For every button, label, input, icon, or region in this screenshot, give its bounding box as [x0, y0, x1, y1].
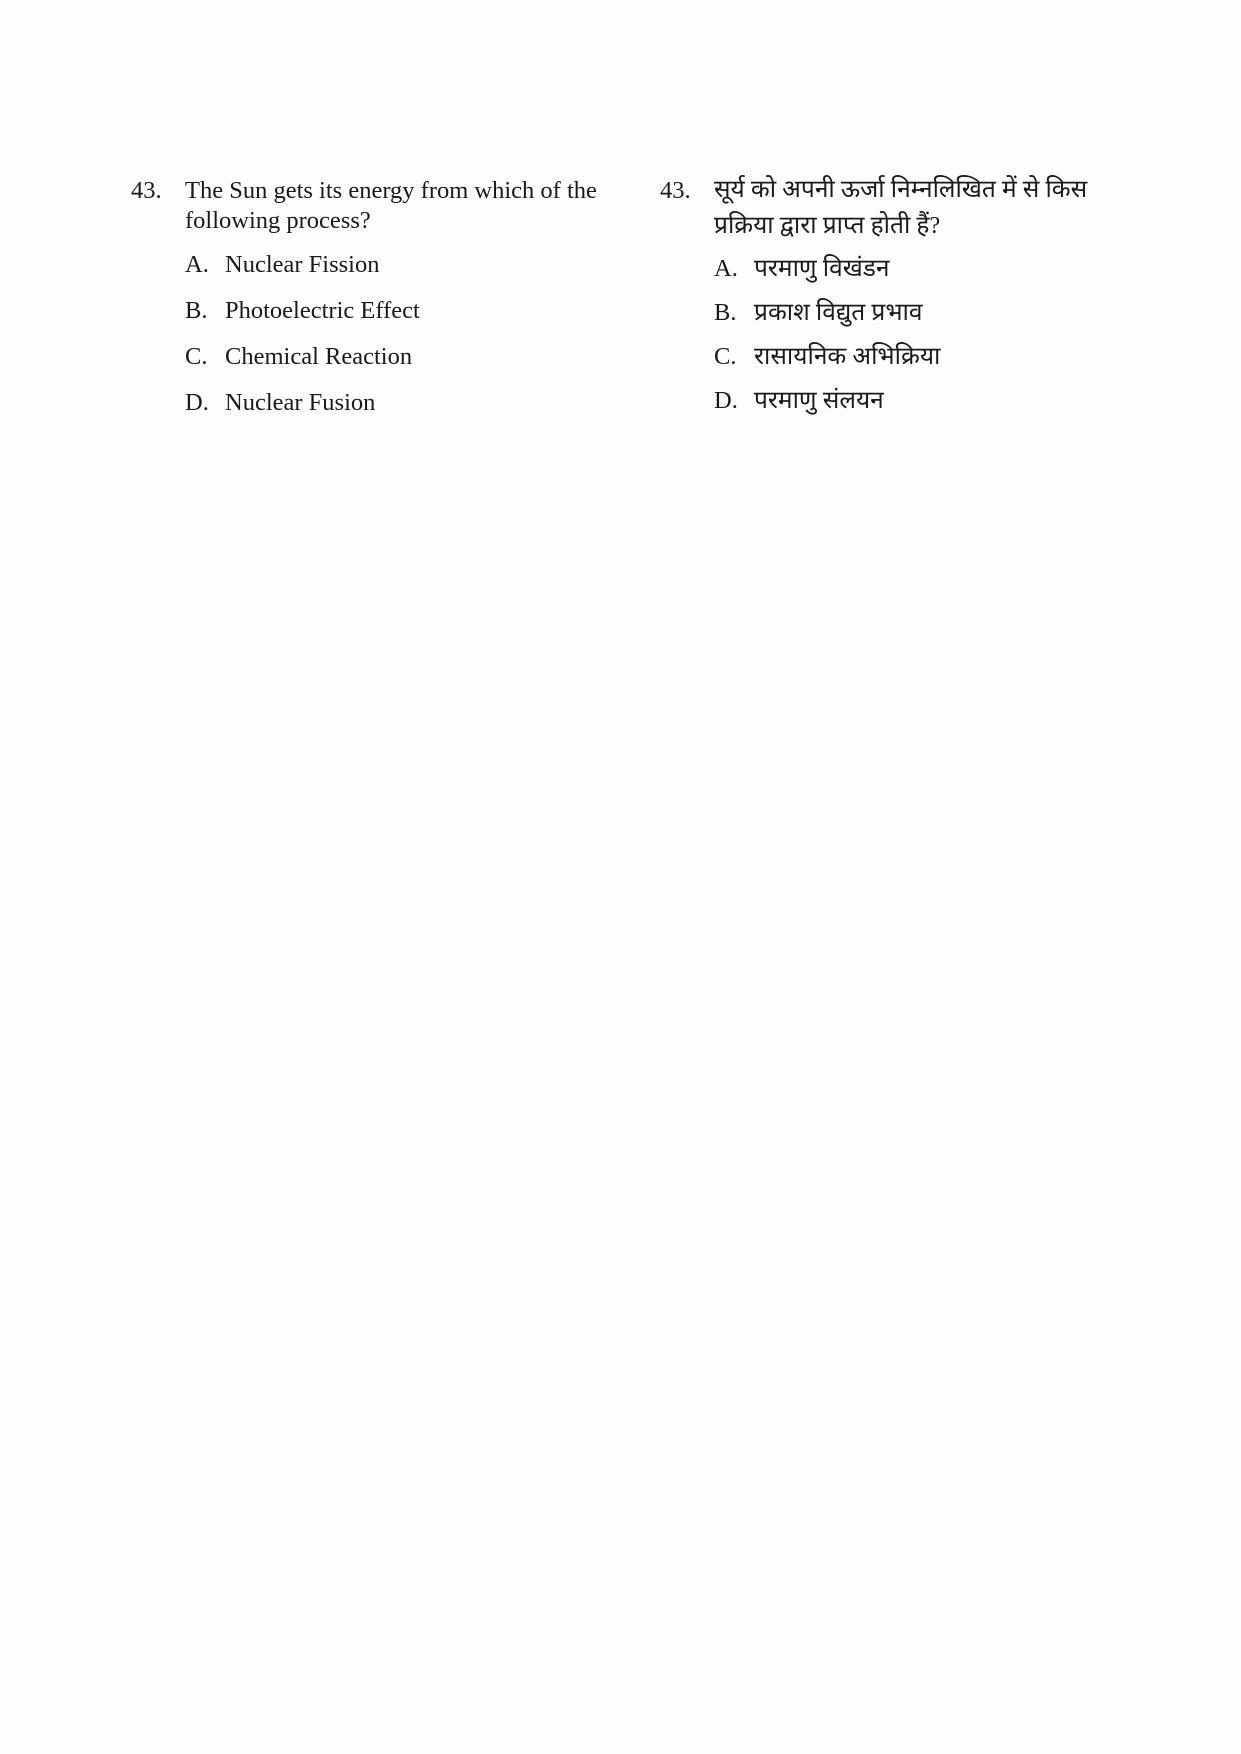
option-text: प्रकाश विद्युत प्रभाव [754, 299, 923, 326]
question-text: The Sun gets its energy from which of the following process? [185, 177, 597, 234]
question-header [660, 176, 1130, 244]
option-c [714, 342, 1130, 386]
option-text: रासायनिक अभिक्रिया [754, 343, 941, 370]
option-text: परमाणु संलयन [754, 387, 884, 414]
option-d [185, 388, 601, 434]
option-letter: D. [714, 387, 738, 414]
option-letter: A. [714, 255, 738, 282]
question-number: 43. [660, 177, 691, 204]
option-text: परमाणु विखंडन [754, 255, 890, 282]
question-number: 43. [131, 177, 162, 204]
option-letter: C. [714, 343, 737, 370]
option-text: Chemical Reaction [225, 343, 413, 370]
option-text: Nuclear Fission [225, 251, 380, 278]
option-list [131, 250, 601, 434]
option-text: Photoelectric Effect [225, 297, 420, 324]
option-b [185, 296, 601, 342]
question-english [131, 176, 601, 434]
question-hindi [660, 176, 1130, 430]
option-letter: B. [185, 297, 208, 324]
option-list [660, 254, 1130, 430]
question-text: सूर्य को अपनी ऊर्जा निम्नलिखित में से किस प्रक्रिया द्वारा प्राप्त होती हैं? [714, 176, 1088, 239]
option-d [714, 386, 1130, 430]
option-a [714, 254, 1130, 298]
option-letter: D. [185, 389, 209, 416]
option-text: Nuclear Fusion [225, 389, 376, 416]
option-c [185, 342, 601, 388]
option-b [714, 298, 1130, 342]
option-letter: B. [714, 299, 737, 326]
option-letter: A. [185, 251, 209, 278]
question-header [131, 176, 601, 236]
option-letter: C. [185, 343, 208, 370]
option-a [185, 250, 601, 296]
